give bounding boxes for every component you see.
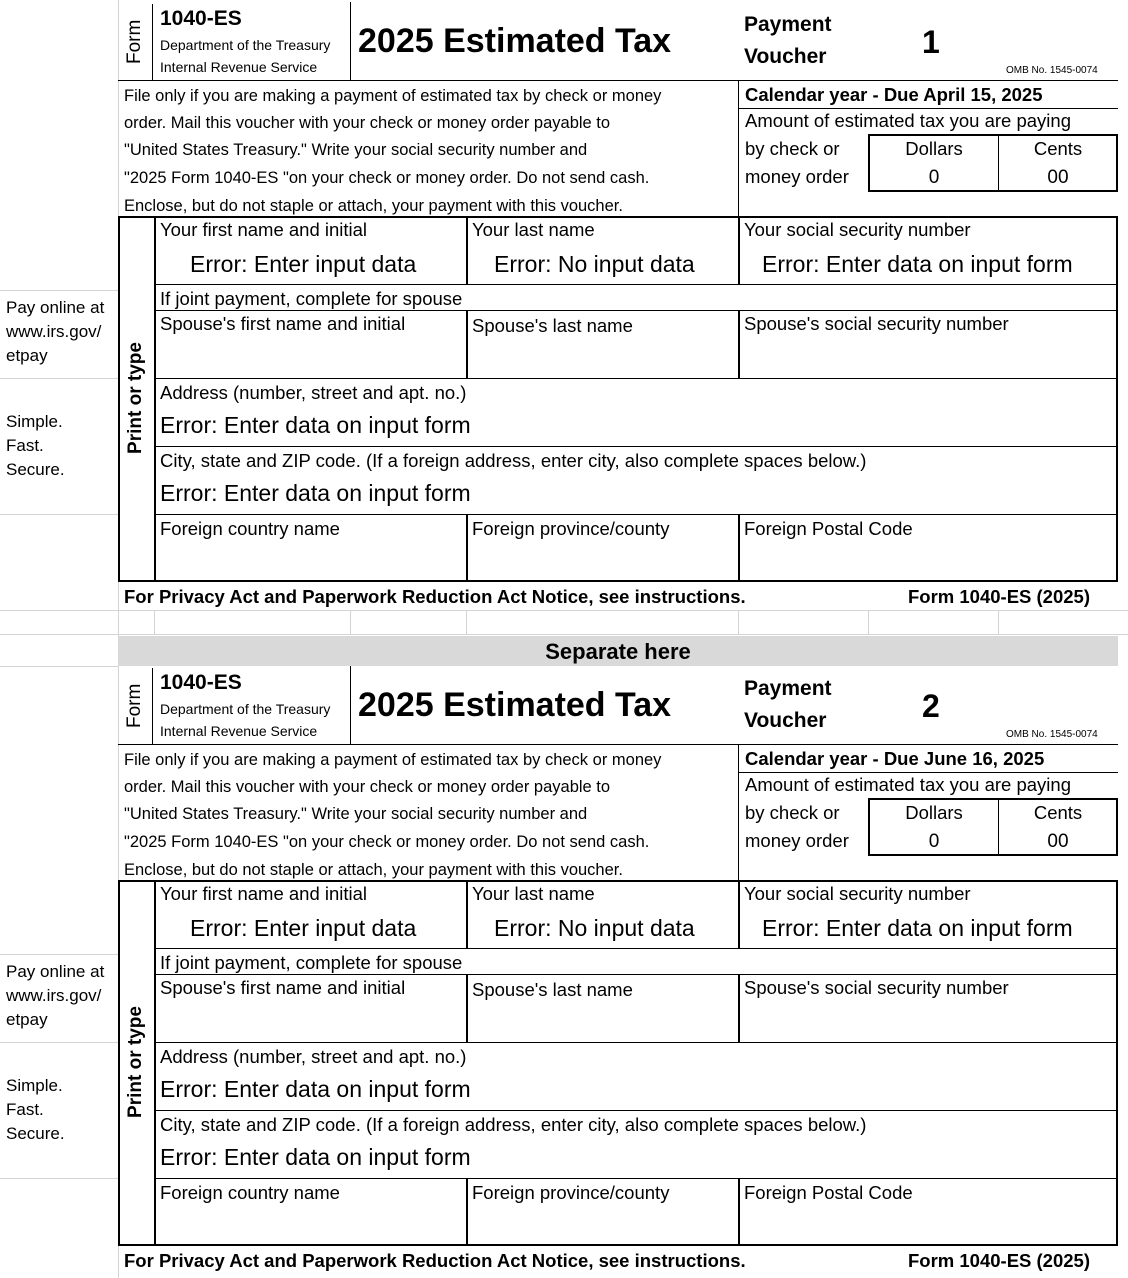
city-state-zip-label: City, state and ZIP code. (If a foreign address, enter city, also complete spaces below.): [160, 1114, 867, 1135]
divider: [154, 974, 1118, 975]
joint-payment-note: If joint payment, complete for spouse: [160, 288, 463, 309]
divider: [154, 514, 1118, 515]
foreign-postal-label: Foreign Postal Code: [744, 1182, 913, 1203]
divider: [738, 108, 1118, 109]
voucher-label: Voucher: [744, 45, 827, 68]
spouse-last-name-label: Spouse's last name: [472, 979, 633, 1000]
cents-value[interactable]: 00: [1047, 831, 1069, 852]
dollars-value[interactable]: 0: [928, 831, 940, 852]
ssn-value[interactable]: Error: Enter data on input form: [762, 251, 1073, 277]
divider: [118, 744, 1118, 745]
omb-number: OMB No. 1545-0074: [1006, 65, 1098, 76]
divider: [154, 378, 1118, 379]
divider: [154, 1042, 1118, 1043]
first-name-label: Your first name and initial: [160, 219, 368, 240]
divider: [154, 284, 1118, 285]
grid-line: [998, 610, 999, 634]
instructions-line: File only if you are making a payment of estimated tax by check or money: [124, 751, 662, 769]
divider: [154, 446, 1118, 447]
divider: [466, 514, 468, 582]
form-word-vertical: Form: [124, 19, 145, 64]
privacy-notice: For Privacy Act and Paperwork Reduction Act Notice, see instructions.: [124, 586, 746, 607]
form-footer: Form 1040-ES (2025): [908, 1250, 1091, 1271]
separate-here-band: Separate here: [118, 636, 1118, 666]
amount-label: Amount of estimated tax you are paying: [745, 774, 1071, 795]
print-or-type-label: Print or type: [125, 342, 146, 454]
divider: [154, 310, 1118, 311]
instructions-line: "2025 Form 1040-ES "on your check or money order. Do not send cash.: [124, 169, 650, 187]
form-number: 1040-ES: [160, 671, 242, 694]
instructions-line: "United States Treasury." Write your social security number and: [124, 141, 588, 159]
simple-fast-secure-note: Simple. Fast. Secure.: [6, 1076, 65, 1143]
divider: [466, 216, 468, 284]
last-name-value[interactable]: Error: No input data: [494, 915, 695, 941]
divider: [738, 772, 1118, 773]
divider: [118, 80, 1118, 81]
cents-label: Cents: [1033, 802, 1083, 823]
divider: [738, 744, 739, 880]
foreign-country-label: Foreign country name: [160, 518, 340, 539]
cents-value[interactable]: 00: [1047, 167, 1069, 188]
last-name-label: Your last name: [472, 883, 595, 904]
ssn-label: Your social security number: [744, 219, 971, 240]
grid-line: [154, 610, 155, 634]
voucher-label: Payment: [744, 13, 832, 36]
first-name-value[interactable]: Error: Enter input data: [190, 915, 417, 941]
dollars-value[interactable]: 0: [928, 167, 940, 188]
divider: [154, 1178, 1118, 1179]
pay-online-note: Pay online at www.irs.gov/ etpay: [6, 298, 105, 365]
dollars-label: Dollars: [905, 802, 963, 823]
divider: [466, 880, 468, 948]
spouse-first-name-label: Spouse's first name and initial: [160, 977, 406, 998]
grid-line: [350, 610, 351, 634]
ssn-value[interactable]: Error: Enter data on input form: [762, 915, 1073, 941]
calendar-year-due: Calendar year - Due June 16, 2025: [745, 748, 1045, 769]
dollars-label: Dollars: [905, 138, 963, 159]
divider: [350, 2, 351, 80]
address-value[interactable]: Error: Enter data on input form: [160, 412, 471, 438]
foreign-province-label: Foreign province/county: [472, 518, 670, 539]
cents-label: Cents: [1033, 138, 1083, 159]
last-name-label: Your last name: [472, 219, 595, 240]
city-state-zip-label: City, state and ZIP code. (If a foreign address, enter city, also complete spaces below.): [160, 450, 867, 471]
foreign-province-label: Foreign province/county: [472, 1182, 670, 1203]
instructions-line: order. Mail this voucher with your check or money order payable to: [124, 778, 611, 796]
address-label: Address (number, street and apt. no.): [160, 382, 467, 403]
ssn-label: Your social security number: [744, 883, 971, 904]
department-name: Department of the Treasury: [160, 701, 331, 717]
instructions-line: Enclose, but do not staple or attach, your payment with this voucher.: [124, 861, 623, 879]
grid-line: [738, 610, 739, 634]
instructions-line: order. Mail this voucher with your check or money order payable to: [124, 114, 611, 132]
spouse-ssn-label: Spouse's social security number: [744, 977, 1009, 998]
last-name-value[interactable]: Error: No input data: [494, 251, 695, 277]
foreign-country-label: Foreign country name: [160, 1182, 340, 1203]
privacy-notice: For Privacy Act and Paperwork Reduction Act Notice, see instructions.: [124, 1250, 746, 1271]
divider: [738, 880, 740, 948]
voucher-number: 2: [922, 688, 940, 724]
form-word-vertical: Form: [124, 683, 145, 728]
divider: [738, 974, 740, 1042]
grid-line: [0, 610, 1128, 611]
first-name-label: Your first name and initial: [160, 883, 368, 904]
voucher-number: 1: [922, 24, 940, 60]
omb-number: OMB No. 1545-0074: [1006, 729, 1098, 740]
divider: [738, 216, 740, 284]
divider: [152, 4, 153, 80]
divider: [350, 666, 351, 744]
voucher-label: Voucher: [744, 709, 827, 732]
form-number: 1040-ES: [160, 7, 242, 30]
city-state-zip-value[interactable]: Error: Enter data on input form: [160, 480, 471, 506]
agency-name: Internal Revenue Service: [160, 59, 318, 75]
divider: [154, 948, 1118, 949]
divider: [738, 310, 740, 378]
foreign-postal-label: Foreign Postal Code: [744, 518, 913, 539]
calendar-year-due: Calendar year - Due April 15, 2025: [745, 84, 1043, 105]
print-or-type-label: Print or type: [125, 1006, 146, 1118]
grid-line: [466, 610, 467, 634]
joint-payment-note: If joint payment, complete for spouse: [160, 952, 463, 973]
address-label: Address (number, street and apt. no.): [160, 1046, 467, 1067]
grid-line: [0, 634, 1128, 635]
address-value[interactable]: Error: Enter data on input form: [160, 1076, 471, 1102]
spouse-first-name-label: Spouse's first name and initial: [160, 313, 406, 334]
grid-line: [868, 610, 869, 634]
instructions-line: "2025 Form 1040-ES "on your check or money order. Do not send cash.: [124, 833, 650, 851]
payment-voucher-2: [0, 664, 1128, 1274]
spouse-ssn-label: Spouse's social security number: [744, 313, 1009, 334]
first-name-value[interactable]: Error: Enter input data: [190, 251, 417, 277]
divider: [738, 80, 739, 216]
amount-label: money order: [745, 166, 849, 187]
instructions-line: File only if you are making a payment of estimated tax by check or money: [124, 87, 662, 105]
divider: [466, 310, 468, 378]
divider: [738, 1178, 740, 1246]
divider: [154, 880, 156, 1246]
voucher-label: Payment: [744, 677, 832, 700]
amount-label: by check or: [745, 138, 840, 159]
amount-label: Amount of estimated tax you are paying: [745, 110, 1071, 131]
form-footer: Form 1040-ES (2025): [908, 586, 1091, 607]
simple-fast-secure-note: Simple. Fast. Secure.: [6, 412, 65, 479]
spouse-last-name-label: Spouse's last name: [472, 315, 633, 336]
pay-online-note: Pay online at www.irs.gov/ etpay: [6, 962, 105, 1029]
city-state-zip-value[interactable]: Error: Enter data on input form: [160, 1144, 471, 1170]
amount-label: money order: [745, 830, 849, 851]
amount-label: by check or: [745, 802, 840, 823]
page-title: 2025 Estimated Tax: [358, 22, 672, 60]
page-title: 2025 Estimated Tax: [358, 686, 672, 724]
agency-name: Internal Revenue Service: [160, 723, 318, 739]
divider: [466, 974, 468, 1042]
divider: [152, 668, 153, 744]
divider: [154, 216, 156, 582]
instructions-line: "United States Treasury." Write your social security number and: [124, 805, 588, 823]
department-name: Department of the Treasury: [160, 37, 331, 53]
payment-voucher-1: [0, 0, 1128, 610]
divider: [154, 1110, 1118, 1111]
divider: [466, 1178, 468, 1246]
divider: [738, 514, 740, 582]
instructions-line: Enclose, but do not staple or attach, your payment with this voucher.: [124, 197, 623, 215]
